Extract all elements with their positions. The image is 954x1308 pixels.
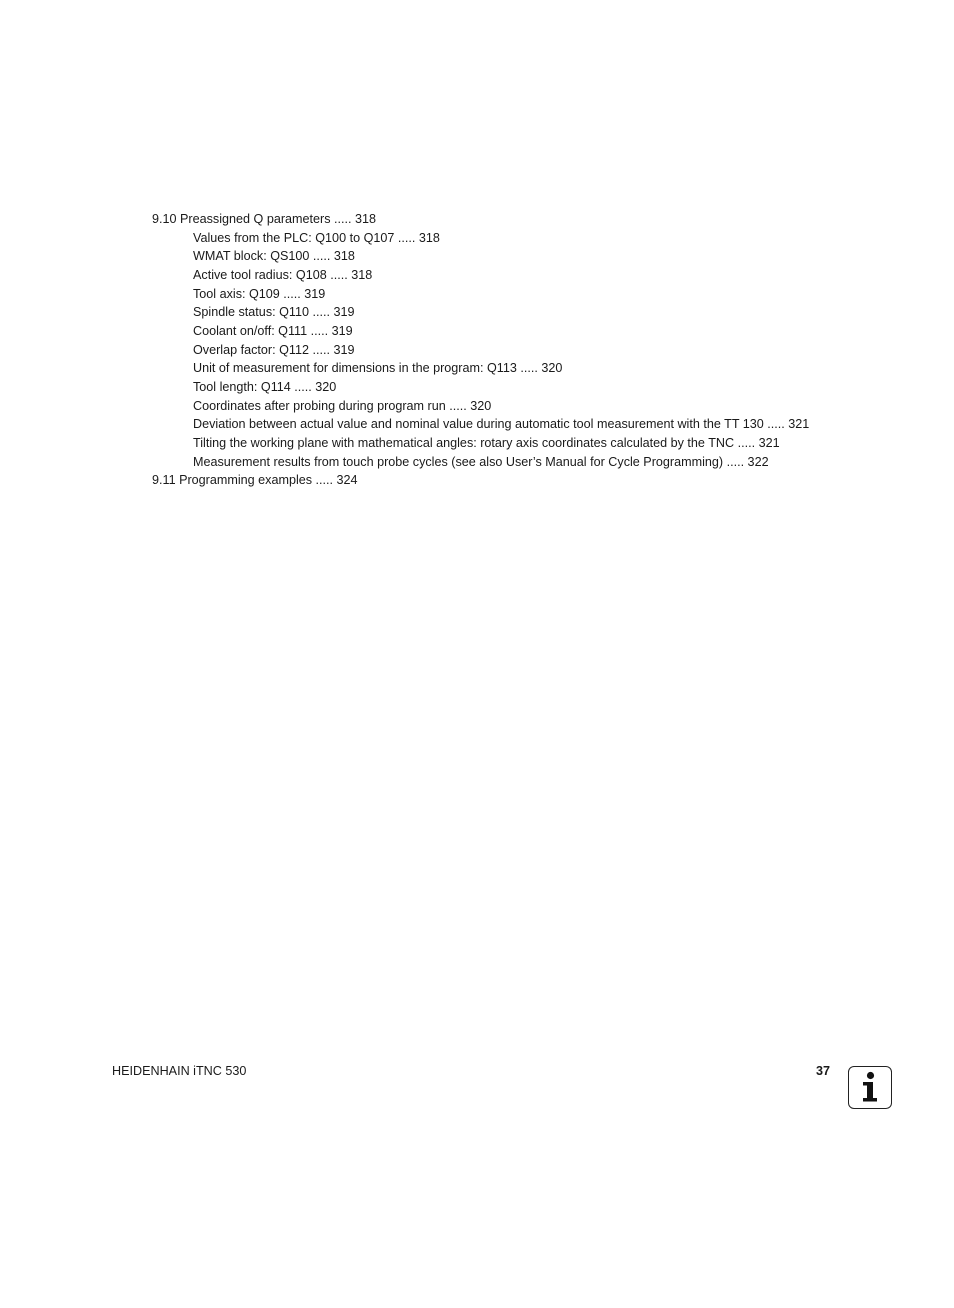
footer-title: HEIDENHAIN iTNC 530 (112, 1064, 247, 1078)
table-of-contents (152, 210, 932, 490)
toc-subentry: Deviation between actual value and nominal value during automatic tool measurement with the TT 130 ..... 321 (193, 417, 810, 432)
toc-subentry: Overlap factor: Q112 ..... 319 (193, 342, 355, 357)
toc-subentry: Tool length: Q114 ..... 320 (193, 379, 337, 394)
toc-section-entry: 9.10 Preassigned Q parameters ..... 318 (152, 212, 377, 226)
toc-subentry: Tool axis: Q109 ..... 319 (193, 286, 326, 301)
toc-subentry: WMAT block: QS100 ..... 318 (193, 249, 355, 264)
info-icon (849, 1067, 890, 1107)
page-number: 37 (815, 1064, 830, 1078)
toc-subentry: Unit of measurement for dimensions in the program: Q113 ..... 320 (193, 361, 563, 376)
toc-subentry: Coordinates after probing during program run ..... 320 (193, 398, 492, 413)
toc-subentry: Spindle status: Q110 ..... 319 (193, 305, 355, 320)
toc-subentry: Active tool radius: Q108 ..... 318 (193, 267, 373, 282)
toc-section-entry: 9.11 Programming examples ..... 324 (152, 473, 358, 488)
toc-subentry: Coolant on/off: Q111 ..... 319 (193, 323, 353, 338)
info-badge (848, 1066, 892, 1109)
toc-subentry: Measurement results from touch probe cycles (see also User’s Manual for Cycle Programming) ..... 322 (193, 454, 769, 469)
toc-subentry: Values from the PLC: Q100 to Q107 ..... 318 (193, 230, 440, 245)
toc-subentry: Tilting the working plane with mathematical angles: rotary axis coordinates calculated by the TNC ..... 321 (193, 435, 780, 450)
